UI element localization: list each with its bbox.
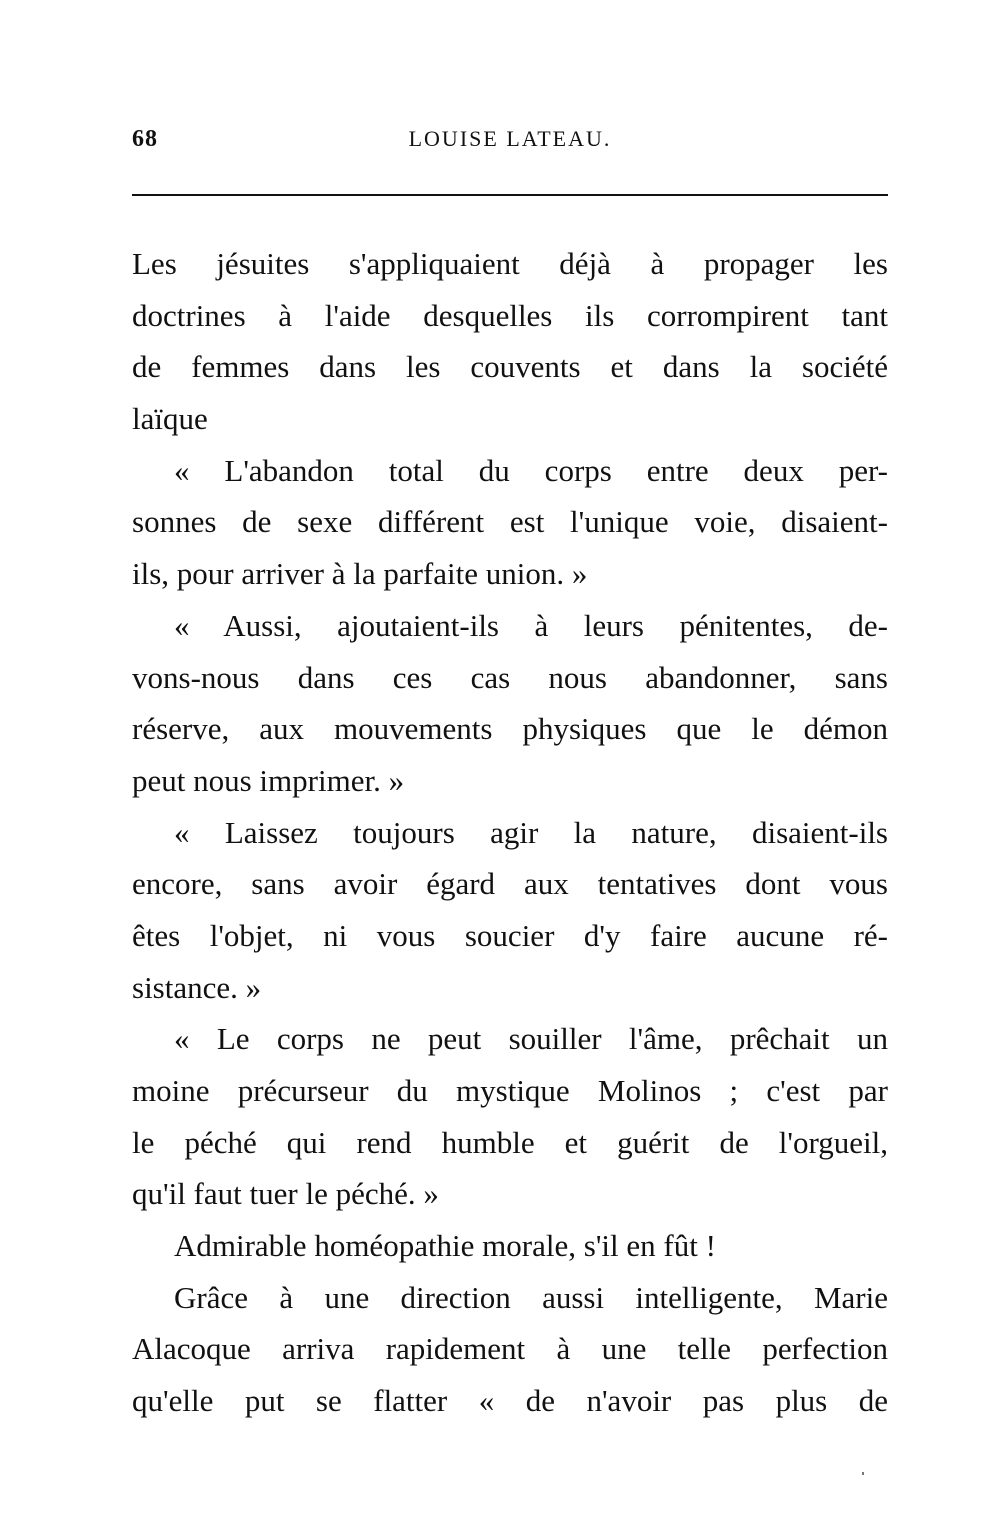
text-line-9: vons-nous dans ces cas nous abandonner, sans [132, 659, 888, 695]
text-line-22: Alacoque arriva rapidement à une telle perfection [132, 1331, 888, 1367]
text-line-4: laïque [132, 401, 208, 437]
text-line-6: sonnes de sexe différent est l'unique voie, disaient- [132, 504, 888, 540]
text-line-21: Grâce à une direction aussi intelligente, Marie [174, 1279, 888, 1315]
text-line-23: qu'elle put se flatter « de n'avoir pas plus de [132, 1383, 888, 1419]
text-line-8: « Aussi, ajoutaient-ils à leurs pénitentes, de- [174, 607, 888, 643]
running-title: LOUISE LATEAU. [408, 126, 612, 151]
text-line-15: sistance. » [132, 969, 262, 1005]
body-text [132, 238, 888, 1427]
scan-speck [862, 1472, 864, 1475]
text-line-17: moine précurseur du mystique Molinos ; c'est par [132, 1073, 888, 1108]
text-line-2: doctrines à l'aide desquelles ils corrompirent tant [132, 297, 888, 333]
text-line-3: de femmes dans les couvents et dans la société [132, 349, 888, 385]
text-line-19: qu'il faut tuer le péché. » [132, 1176, 439, 1212]
header-rule [132, 194, 888, 196]
text-line-11: peut nous imprimer. » [132, 762, 405, 798]
page-number: 68 [132, 126, 158, 152]
text-line-12: « Laissez toujours agir la nature, disaient-ils [174, 814, 888, 850]
text-line-5: « L'abandon total du corps entre deux per- [174, 452, 888, 488]
text-line-16: « Le corps ne peut souiller l'âme, prêchait un [174, 1021, 888, 1057]
text-line-10: réserve, aux mouvements physiques que le démon [132, 711, 888, 747]
text-line-13: encore, sans avoir égard aux tentatives dont vous [132, 866, 888, 902]
text-line-18: le péché qui rend humble et guérit de l'orgueil, [132, 1124, 888, 1160]
page-header [132, 126, 888, 166]
text-line-20: Admirable homéopathie morale, s'il en fût ! [174, 1228, 716, 1264]
text-line-1: Les jésuites s'appliquaient déjà à propager les [132, 246, 888, 281]
text-line-7: ils, pour arriver à la parfaite union. » [132, 556, 588, 592]
text-line-14: êtes l'objet, ni vous soucier d'y faire aucune ré- [132, 917, 888, 953]
